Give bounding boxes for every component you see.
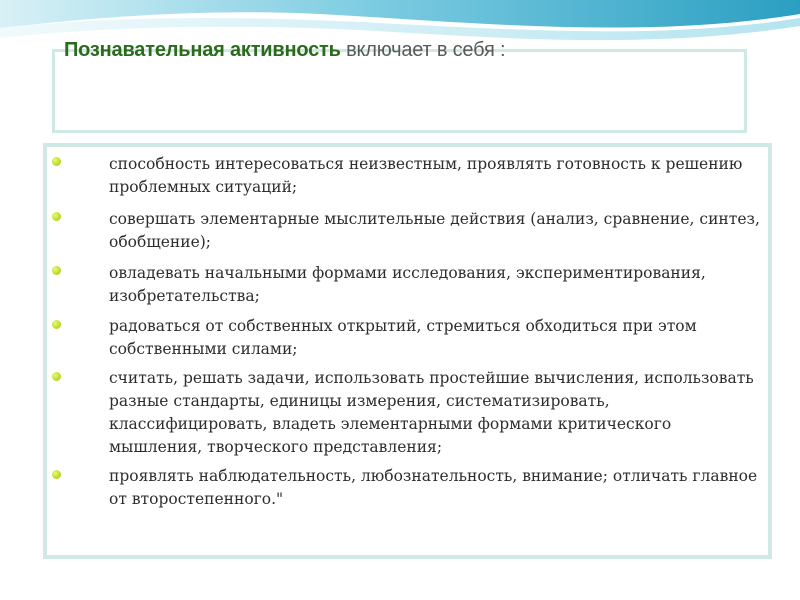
bullet-icon bbox=[52, 266, 61, 275]
bullet-item-6: проявлять наблюдательность, любознательность, внимание; отличать главное от второстепенного." bbox=[109, 467, 758, 508]
bullet-item-5: считать, решать задачи, использовать простейшие вычисления, использовать разные стандарты, единицы измерения, систематизировать, классифицировать, владеть элементарными формами критического мышления, творческого представления; bbox=[109, 369, 754, 456]
slide-title bbox=[64, 39, 505, 62]
bullet-item-3: овладевать начальными формами исследования, экспериментирования, изобретательства; bbox=[109, 264, 706, 305]
bullet-icon bbox=[52, 320, 61, 329]
bullet-item-4: радоваться от собственных открытий, стремиться обходиться при этом собственными силами; bbox=[109, 317, 697, 358]
bullet-item-1: способность интересоваться неизвестным, проявлять готовность к решению проблемных ситуаций; bbox=[109, 155, 743, 196]
bullet-item-2: совершать элементарные мыслительные действия (анализ, сравнение, синтез, обобщение); bbox=[109, 210, 760, 251]
bullet-icon bbox=[52, 470, 61, 479]
title-bold-part: Познавательная активность bbox=[64, 39, 341, 61]
title-regular-part: включает в себя : bbox=[340, 39, 506, 61]
bullet-icon bbox=[52, 212, 61, 221]
bullet-icon bbox=[52, 157, 61, 166]
bullet-icon bbox=[52, 372, 61, 381]
